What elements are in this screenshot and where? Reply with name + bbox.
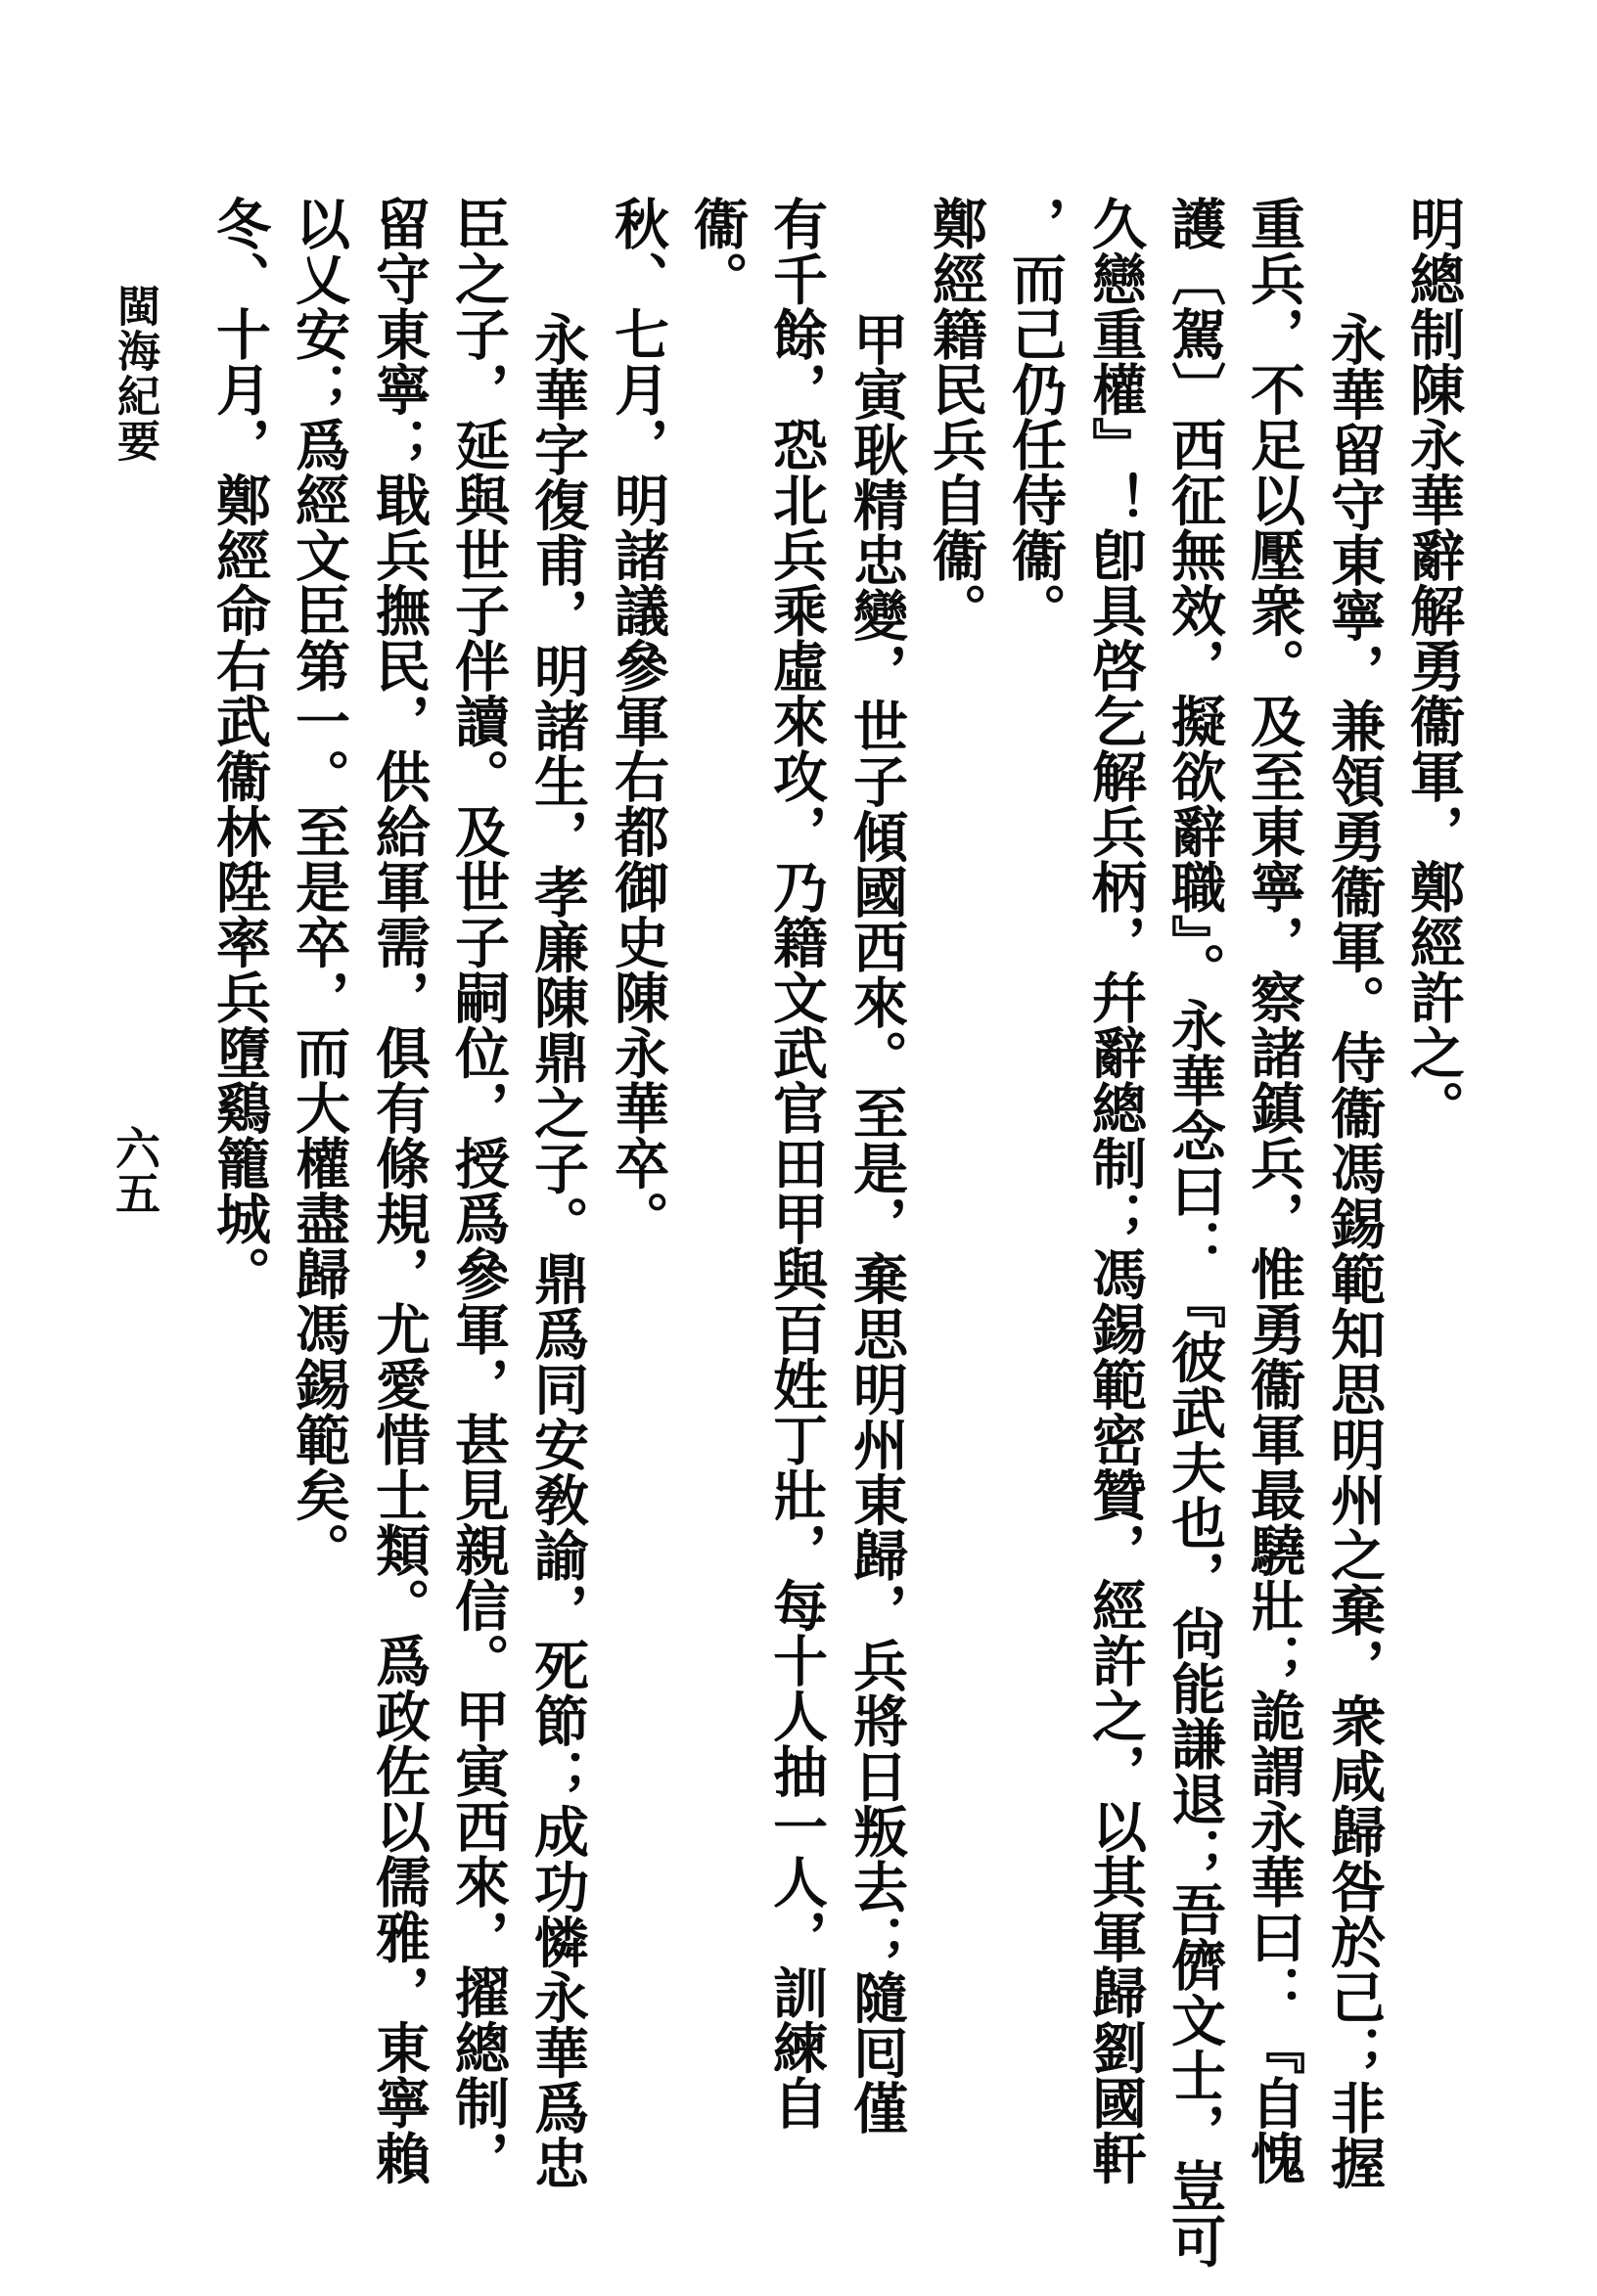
text-column-5: 久戀重權』！卽具啓乞解兵柄，幷辭總制；馮錫範密贊，經許之，以其軍歸劉國軒 — [1083, 196, 1148, 2185]
text-column-11: 秋、七月，明諸議參軍右都御史陳永華卒。 — [606, 196, 670, 1246]
text-column-2: 永華留守東寧，兼領勇衞軍。侍衞馮錫範知思明州之棄，衆咸歸咎於己；非握 — [1322, 311, 1387, 2190]
text-column-1: 明總制陳永華辭解勇衞軍，鄭經許之。 — [1401, 196, 1466, 1136]
text-column-14: 留守東寧；戢兵撫民，供給軍需，俱有條規，尤愛惜士類。爲政佐以儒雅，東寧賴 — [367, 196, 432, 2185]
text-column-13: 臣之子，延與世子伴讀。及世子嗣位，授爲參軍，甚見親信。甲寅西來，擢總制， — [446, 196, 511, 2185]
text-column-4: 護〔駕〕西征無效，擬欲辭職』。永華念曰：『彼武夫也，尙能謙退；吾儕文士，豈可 — [1163, 196, 1227, 2269]
text-column-16: 冬、十月，鄭經命右武衞林陞率兵墮鷄籠城。 — [207, 196, 272, 1301]
text-column-7: 鄭經籍民兵自衞。 — [924, 196, 988, 638]
text-column-10: 衞。 — [685, 196, 750, 306]
text-column-9: 有千餘，恐北兵乘虛來攻，乃籍文武官田甲與百姓丁壯，每十人抽一人，訓練自 — [764, 196, 829, 2131]
text-column-3: 重兵，不足以壓衆。及至東寧，察諸鎮兵，惟勇衞軍最驍壯；詭謂永華曰：『自愧 — [1242, 196, 1306, 2185]
book-title: 閩海紀要 — [110, 284, 160, 464]
page-number: 六五 — [109, 1125, 161, 1215]
text-column-8: 甲寅耿精忠變，世子傾國西來。至是，棄思明州東歸，兵將日叛去；隨囘僅 — [844, 311, 909, 2136]
text-column-12: 永華字復甫，明諸生，孝廉陳鼎之子。鼎爲同安敎諭，死節；成功憐永華爲忠 — [525, 311, 590, 2190]
text-column-6: ，而己仍任侍衞。 — [1003, 196, 1068, 638]
text-column-15: 以乂安；爲經文臣第一。至是卒，而大權盡歸馮錫範矣。 — [287, 196, 351, 1578]
